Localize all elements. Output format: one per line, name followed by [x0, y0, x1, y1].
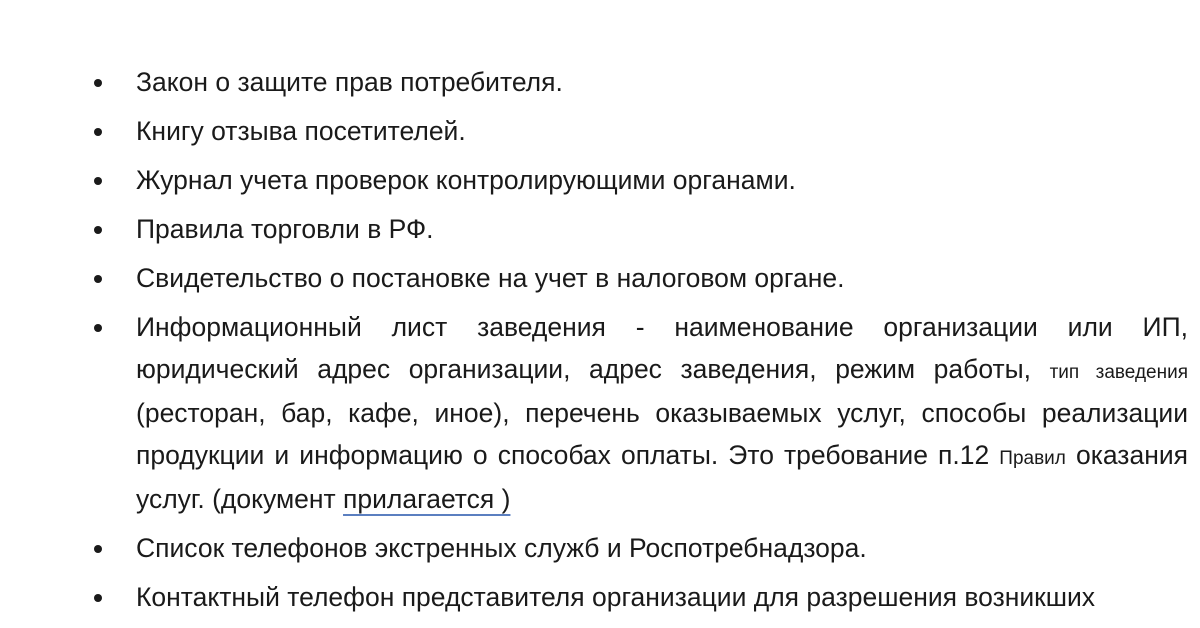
bullet-icon — [94, 128, 102, 136]
list-item-trade-rules — [92, 209, 1188, 251]
list-item-text: Свидетельство о постановке на учет в налоговом органе. — [136, 263, 845, 293]
list-item-info-sheet — [92, 307, 1188, 521]
bullet-icon — [94, 545, 102, 553]
info-sheet-text-1: Информационный лист заведения - наименование организации или ИП, юридический адрес организации, адрес заведения, режим работы, — [136, 312, 1188, 384]
list-item-consumer-law — [92, 62, 1188, 104]
info-sheet-text-3: оказания услуг. (документ — [136, 439, 1188, 514]
list-item-text: Закон о защите прав потребителя. — [136, 67, 563, 97]
attached-document-link[interactable]: прилагается ) — [343, 484, 511, 514]
bullet-icon — [94, 275, 102, 283]
list-item-text: Правила торговли в РФ. — [136, 214, 434, 244]
list-item-text: Список телефонов экстренных служб и Роспотребнадзора. — [136, 533, 867, 563]
info-sheet-small-rules: Правил — [999, 447, 1066, 469]
info-sheet-text-2: (ресторан, бар, кафе, иное), перечень оказываемых услуг, способы реализации продукции и информацию о способах оплаты. Это требование п.12 — [136, 398, 1188, 470]
list-item-guest-book — [92, 111, 1188, 153]
list-item-text: Контактный телефон представителя организации для разрешения возникших — [136, 582, 1096, 612]
bullet-icon — [94, 79, 102, 87]
list-item-tax-certificate — [92, 258, 1188, 300]
bullet-icon — [94, 324, 102, 332]
list-item-text: Журнал учета проверок контролирующими органами. — [136, 165, 796, 195]
bullet-icon — [94, 226, 102, 234]
bullet-icon — [94, 177, 102, 185]
list-item-text: Книгу отзыва посетителей. — [136, 116, 466, 146]
info-sheet-small-type: тип заведения — [1049, 361, 1188, 383]
list-item-emergency-phones — [92, 528, 1188, 570]
bullet-icon — [94, 594, 102, 602]
list-item-contact-phone — [92, 577, 1188, 619]
requirements-list — [92, 62, 1188, 626]
list-item-inspection-log — [92, 160, 1188, 202]
